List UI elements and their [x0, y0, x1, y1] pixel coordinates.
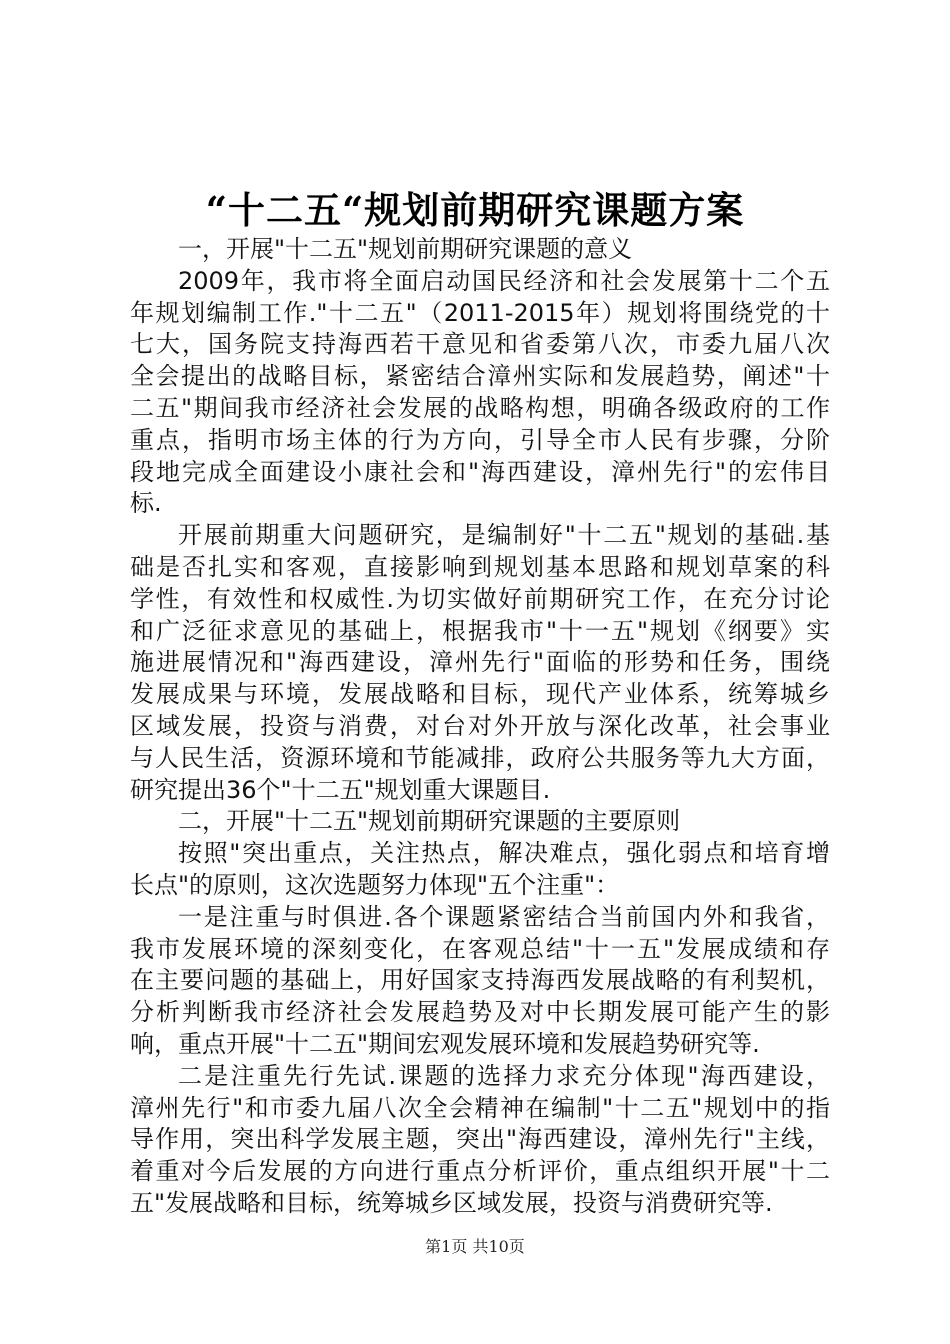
paragraph-line: 学性，有效性和权威性.为切实做好前期研究工作，在充分讨论 — [130, 584, 830, 613]
paragraph-line: 全会提出的战略目标，紧密结合漳州实际和发展趋势，阐述"十 — [130, 362, 830, 391]
paragraph-line: 年规划编制工作."十二五"（2011-2015年）规划将围绕党的十 — [130, 298, 830, 327]
section-heading-1: 一，开展"十二五"规划前期研究课题的意义 — [178, 235, 633, 263]
paragraph-line: 长点"的原则，这次选题努力体现"五个注重"： — [130, 870, 620, 899]
page-footer: 第1页 共10页 — [425, 1237, 525, 1256]
paragraph-line: 二五"期间我市经济社会发展的战略构想，明确各级政府的工作 — [130, 393, 830, 422]
paragraph-line: 础是否扎实和客观，直接影响到规划基本思路和规划草案的科 — [130, 552, 830, 581]
paragraph-line: 研究提出36个"十二五"规划重大课题目. — [130, 775, 551, 804]
paragraph-line: 七大，国务院支持海西若干意见和省委第八次，市委九届八次 — [130, 330, 830, 359]
paragraph-line: 发展成果与环境，发展战略和目标，现代产业体系，统筹城乡 — [130, 680, 830, 709]
paragraph-line: 在主要问题的基础上，用好国家支持海西发展战略的有利契机， — [130, 966, 830, 995]
paragraph-line: 2009年，我市将全面启动国民经济和社会发展第十二个五 — [178, 266, 830, 295]
paragraph-line: 一是注重与时俱进.各个课题紧密结合当前国内外和我省， — [178, 902, 830, 931]
document-body — [130, 234, 830, 1220]
paragraph-line: 着重对今后发展的方向进行重点分析评价，重点组织开展"十二 — [130, 1157, 830, 1186]
paragraph-line: 开展前期重大问题研究，是编制好"十二五"规划的基础.基 — [178, 521, 830, 550]
paragraph-line: 二是注重先行先试.课题的选择力求充分体现"海西建设， — [178, 1061, 830, 1090]
paragraph-line: 我市发展环境的深刻变化，在客观总结"十一五"发展成绩和存 — [130, 934, 830, 963]
paragraph-line: 分析判断我市经济社会发展趋势及对中长期发展可能产生的影 — [130, 998, 830, 1027]
paragraph-line: 重点，指明市场主体的行为方向，引导全市人民有步骤，分阶 — [130, 425, 830, 454]
paragraph-line: 标. — [130, 489, 162, 518]
paragraph-line: 段地完成全面建设小康社会和"海西建设，漳州先行"的宏伟目 — [130, 457, 830, 486]
paragraph-line: 响，重点开展"十二五"期间宏观发展环境和发展趋势研究等. — [130, 1029, 760, 1058]
paragraph-line: 与人民生活，资源环境和节能减排，政府公共服务等九大方面， — [130, 743, 830, 772]
document-title: “十二五“规划前期研究课题方案 — [205, 188, 745, 232]
paragraph-line: 按照"突出重点，关注热点，解决难点，强化弱点和培育增 — [178, 839, 830, 868]
section-heading-2: 二，开展"十二五"规划前期研究课题的主要原则 — [178, 807, 681, 836]
paragraph-line: 施进展情况和"海西建设，漳州先行"面临的形势和任务，围绕 — [130, 648, 830, 677]
paragraph-line: 区域发展，投资与消费，对台对外开放与深化改革，社会事业 — [130, 711, 830, 740]
paragraph-line: 五"发展战略和目标，统筹城乡区域发展，投资与消费研究等. — [130, 1188, 773, 1217]
paragraph-line: 和广泛征求意见的基础上，根据我市"十一五"规划《纲要》实 — [130, 616, 830, 645]
paragraph-line: 导作用，突出科学发展主题，突出"海西建设，漳州先行"主线， — [130, 1125, 830, 1154]
paragraph-line: 漳州先行"和市委九届八次全会精神在编制"十二五"规划中的指 — [130, 1093, 830, 1122]
